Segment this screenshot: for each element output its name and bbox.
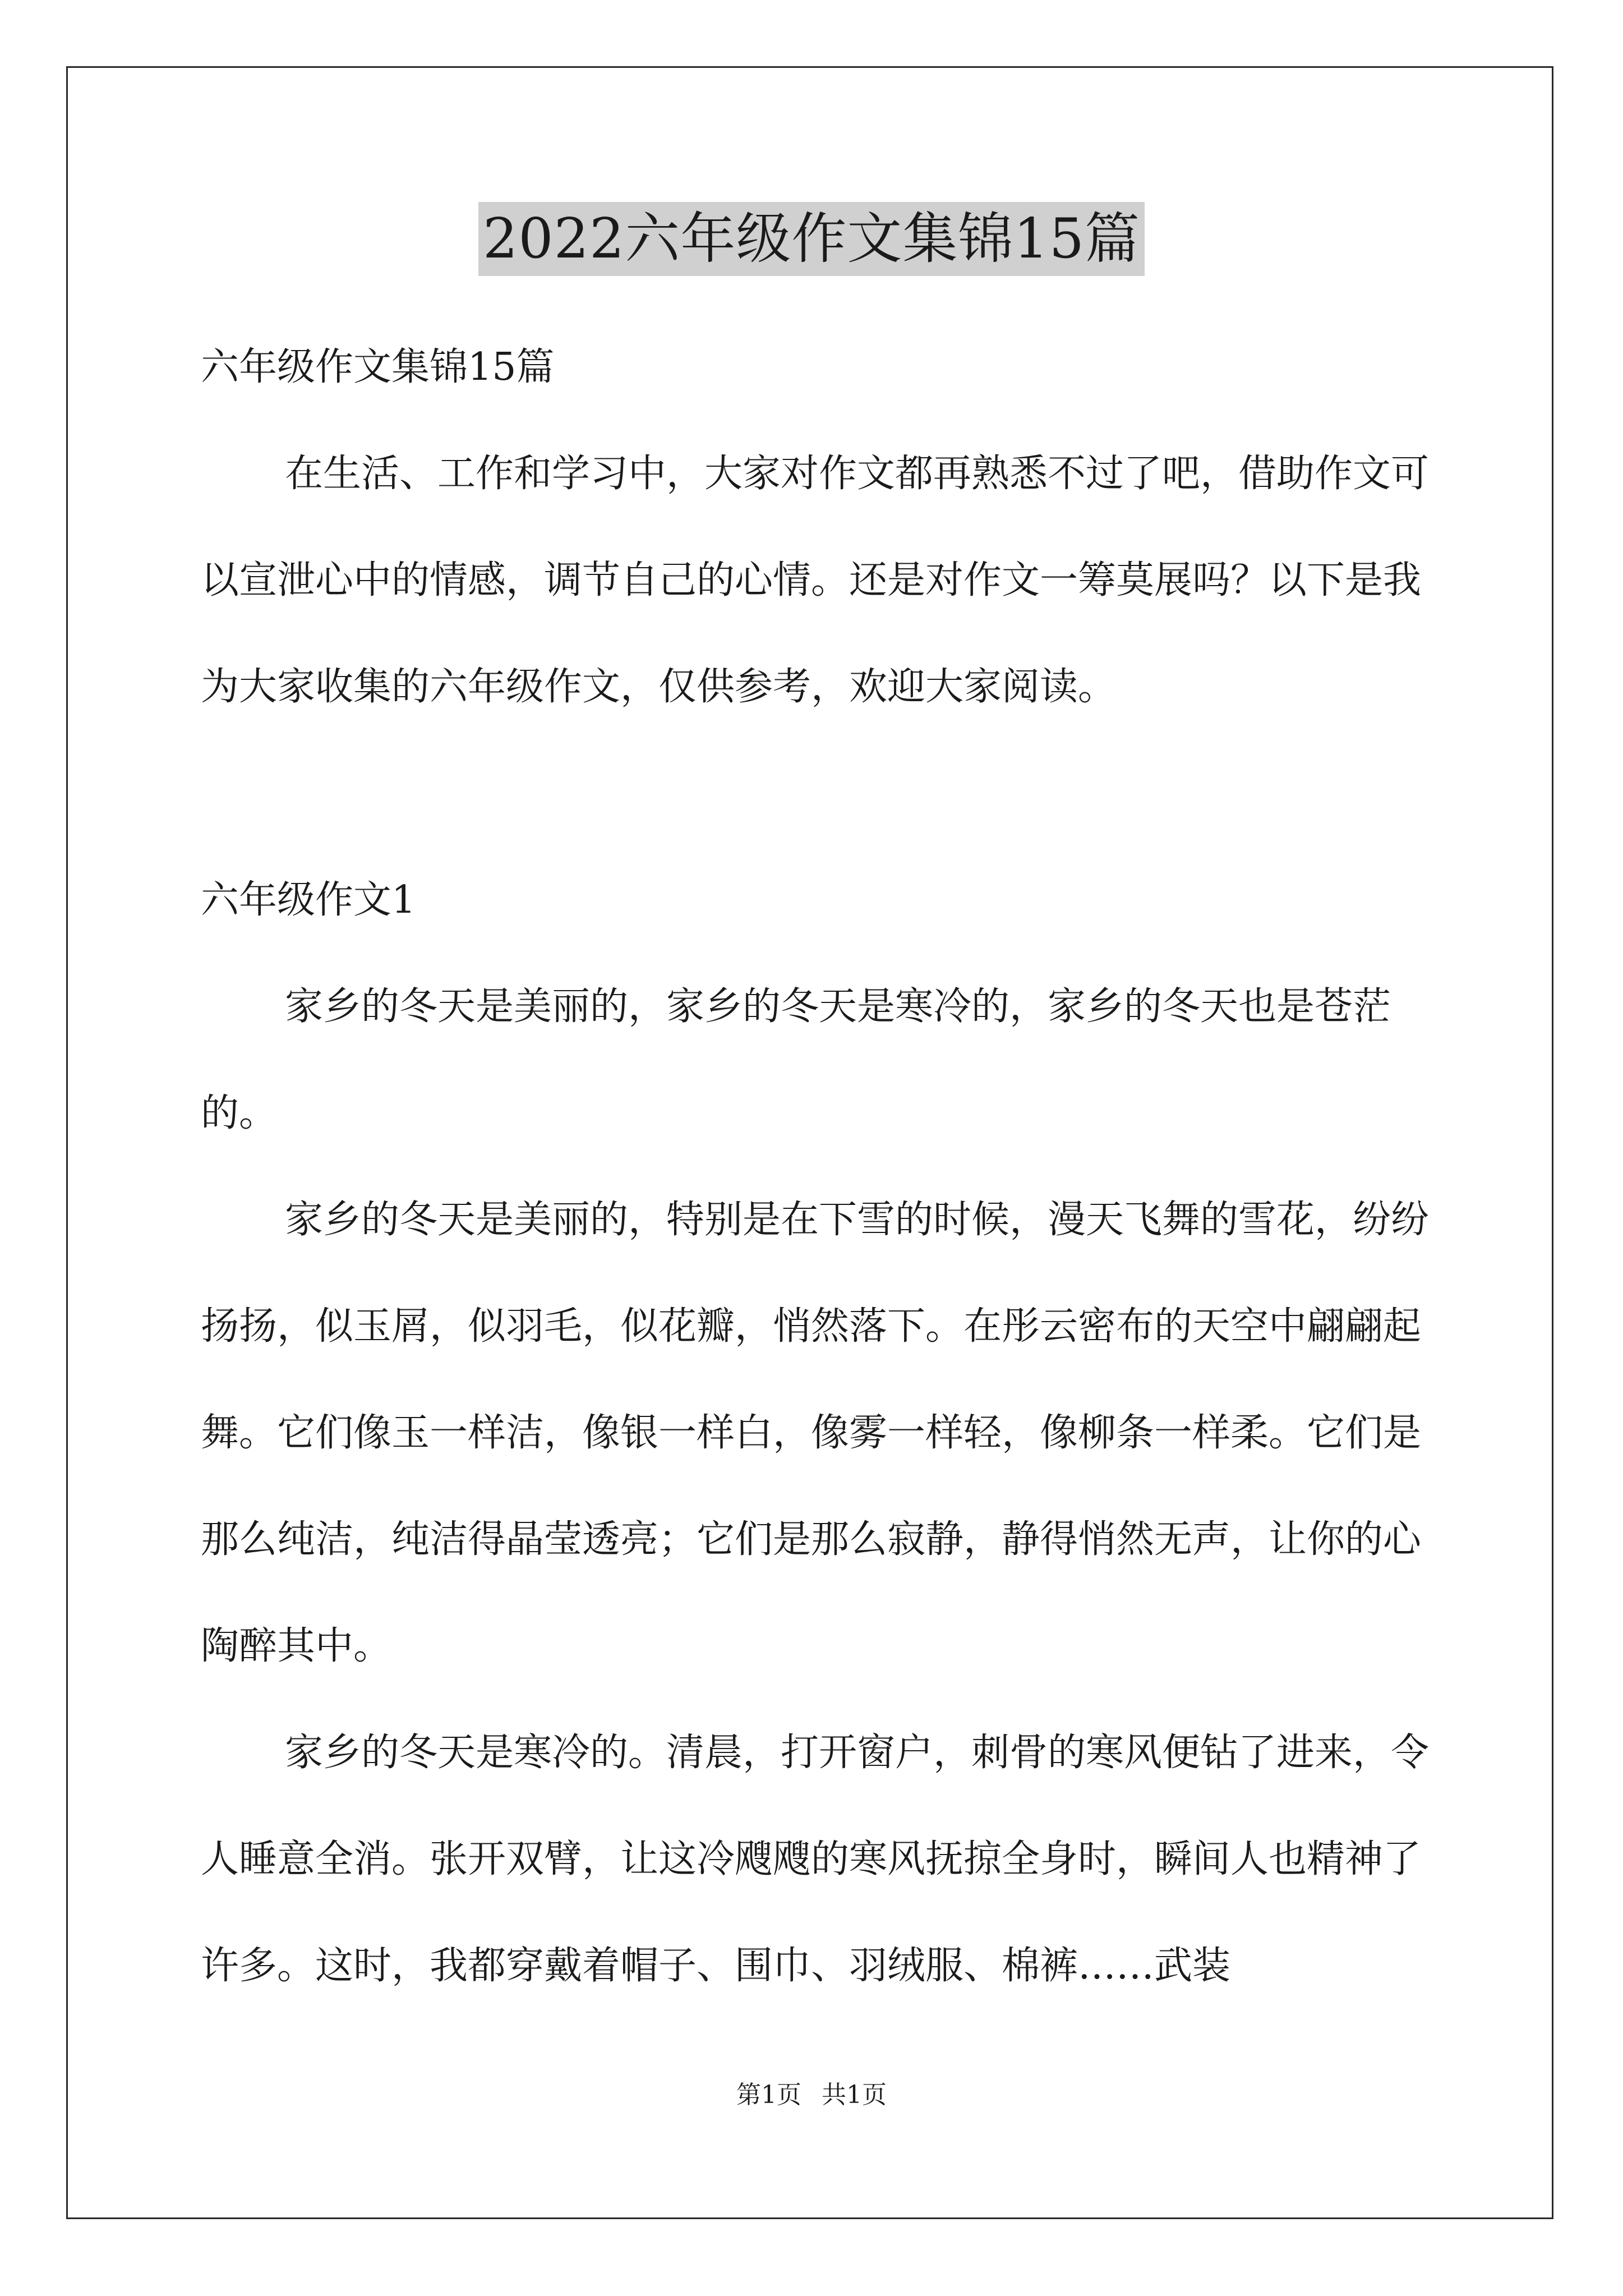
page-footer: [0, 2078, 1623, 2112]
document-subtitle: 六年级作文集锦15篇: [201, 345, 555, 389]
essay-paragraph: 家乡的冬天是美丽的，家乡的冬天是寒冷的，家乡的冬天也是苍茫的。: [201, 984, 1391, 1135]
section-heading: 六年级作文1: [201, 878, 416, 922]
intro-paragraph: 在生活、工作和学习中，大家对作文都再熟悉不过了吧，借助作文可以宣泄心中的情感，调节自己的心情。还是对作文一筹莫展吗？以下是我为大家收集的六年级作文，仅供参考，欢迎大家阅读。: [201, 452, 1430, 709]
essay-paragraph: 家乡的冬天是寒冷的。清晨，打开窗户，刺骨的寒风便钻了进来，令人睡意全消。张开双臂，让这冷飕飕的寒风抚掠全身时，瞬间人也精神了许多。这时，我都穿戴着帽子、围巾、羽绒服、棉裤……武装: [201, 1731, 1430, 1988]
section-gap: [201, 740, 1435, 847]
title-container: [0, 202, 1623, 276]
essay-paragraph: 家乡的冬天是美丽的，特别是在下雪的时候，漫天飞舞的雪花，纷纷扬扬，似玉屑，似羽毛，似花瓣，悄然落下。在彤云密布的天空中翩翩起舞。它们像玉一样洁，像银一样白，像雾一样轻，像柳条一样柔。它们是那么纯洁，纯洁得晶莹透亮；它们是那么寂静，静得悄然无声，让你的心陶醉其中。: [201, 1198, 1430, 1668]
page-number-current: 第1页: [736, 2081, 801, 2109]
document-body: [201, 314, 1435, 2019]
page-number-total: 共1页: [822, 2081, 887, 2109]
document-title: 2022六年级作文集锦15篇: [478, 202, 1145, 276]
